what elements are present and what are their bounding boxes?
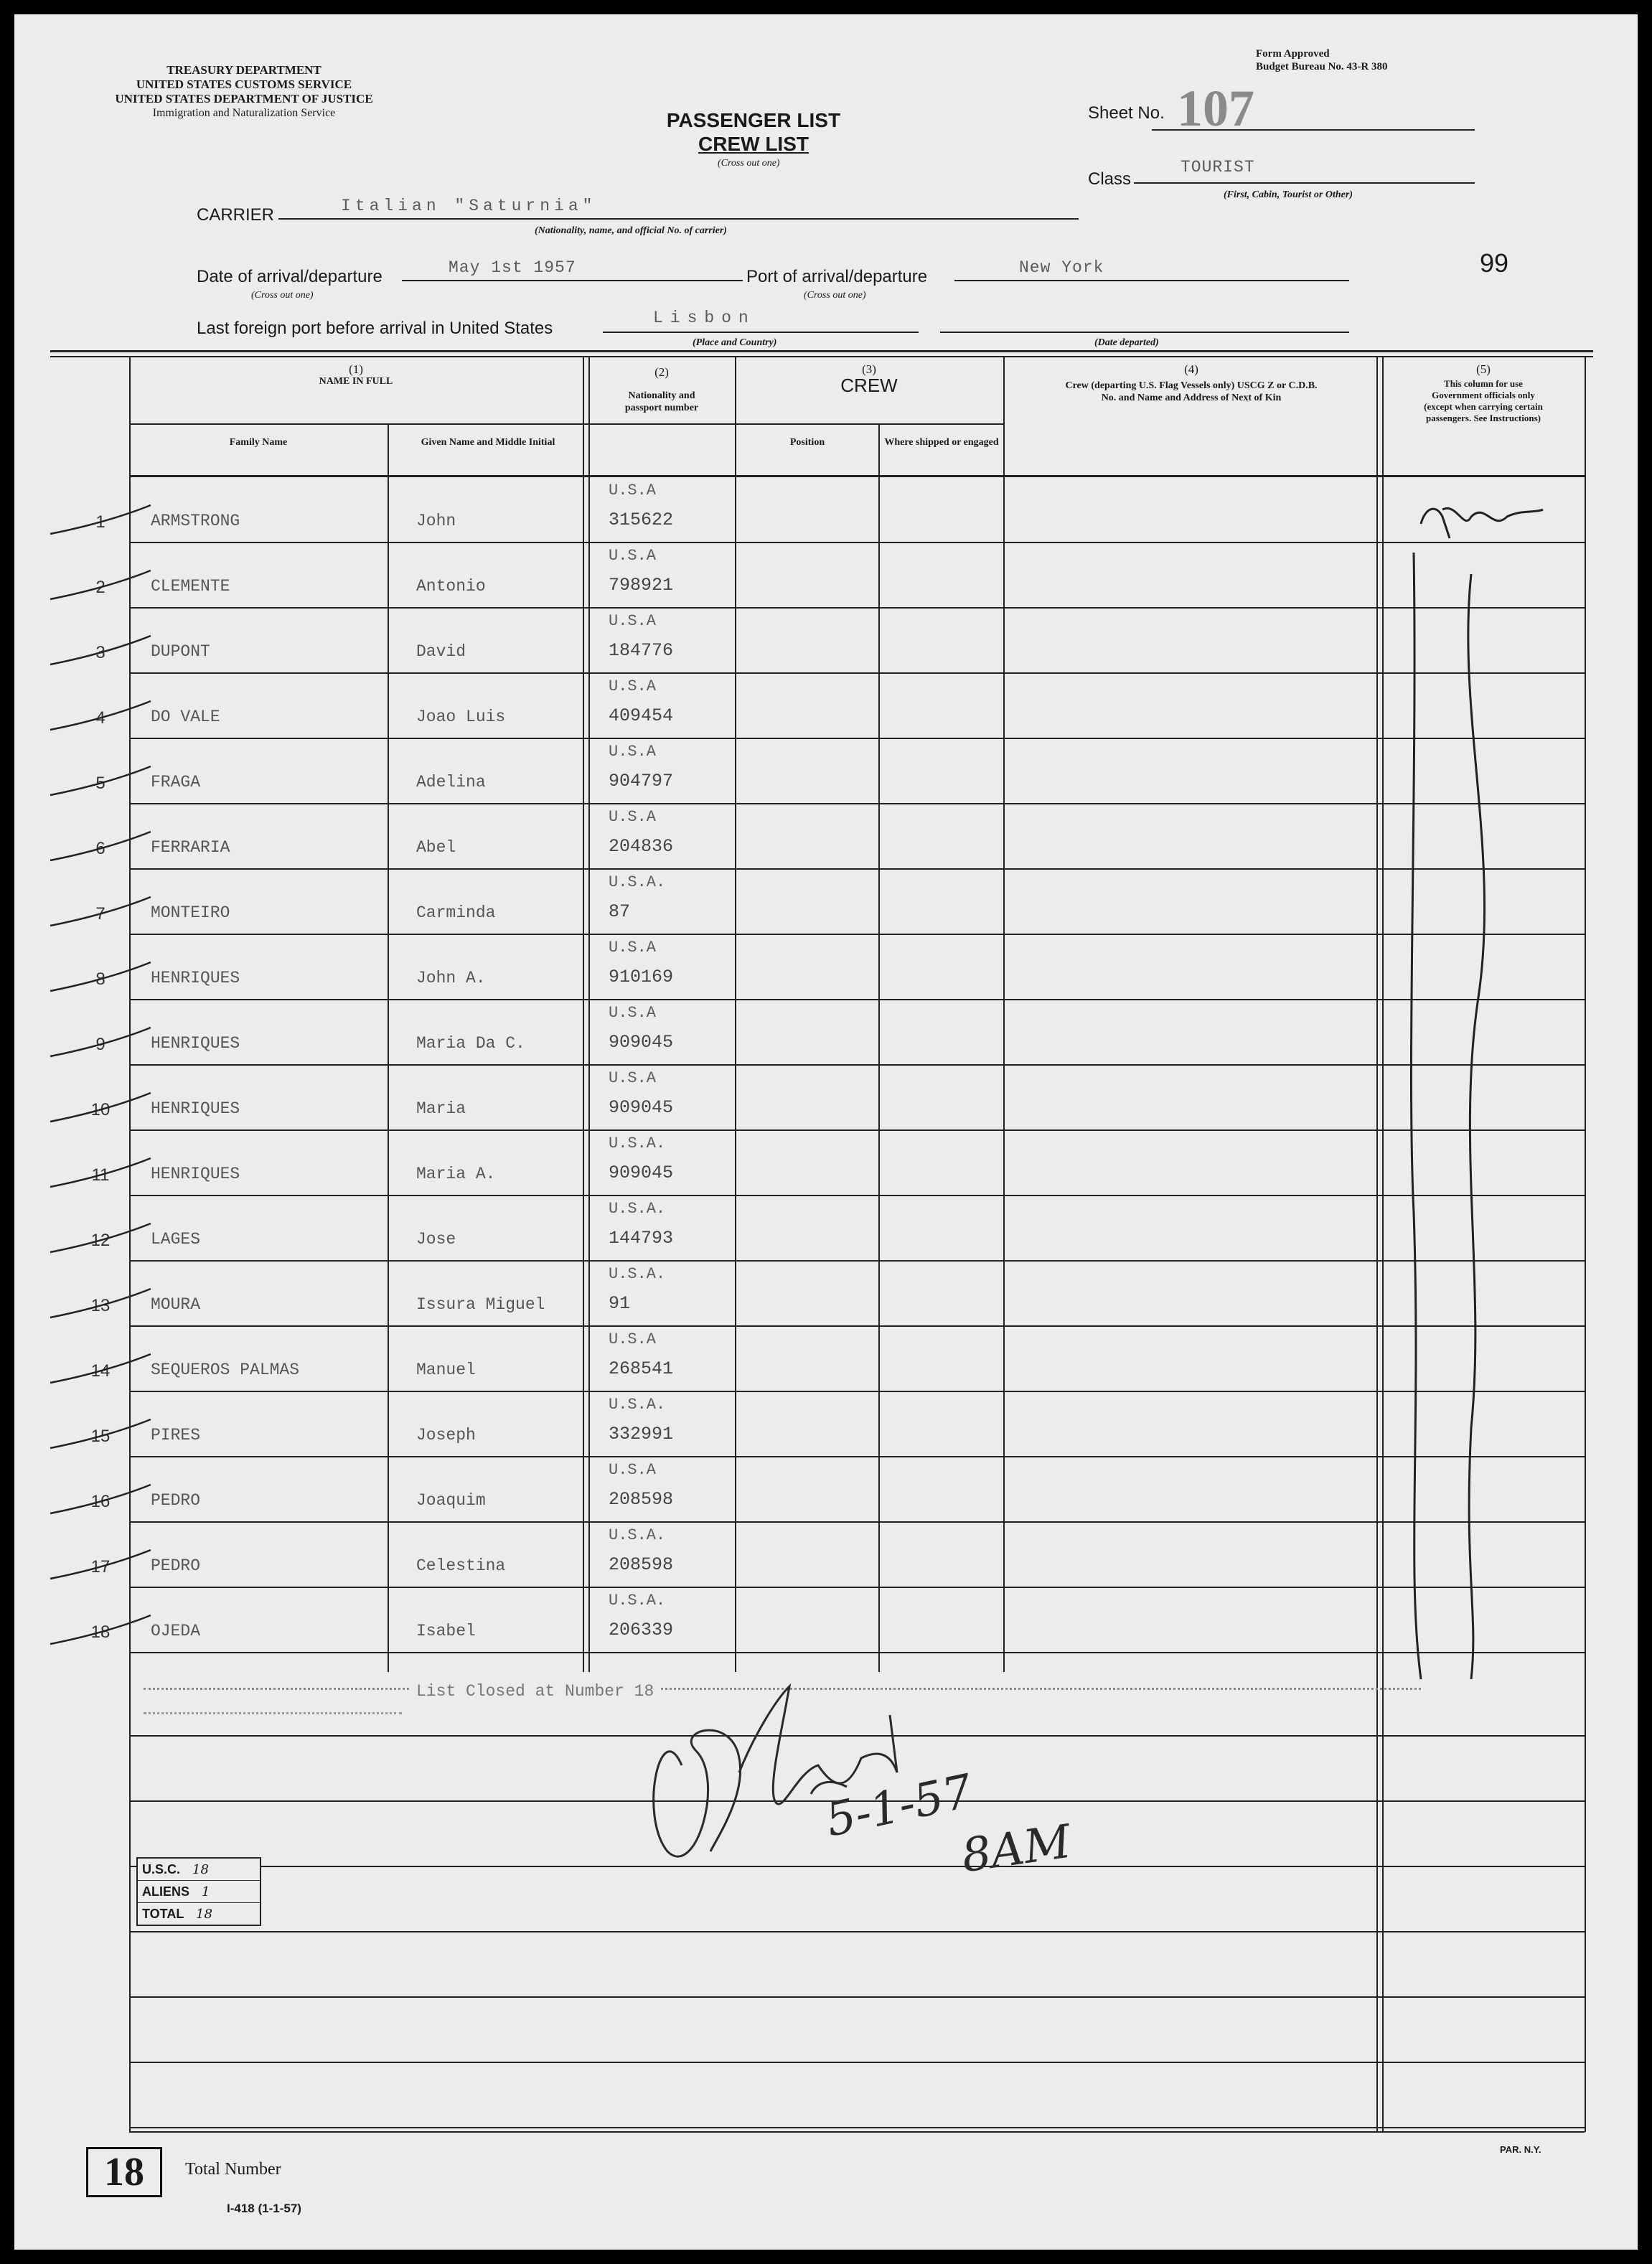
given-name: Carminda <box>416 903 496 922</box>
given-name: Abel <box>416 838 456 857</box>
list-closed-dots-2 <box>144 1712 402 1714</box>
row-tick-mark <box>43 825 158 868</box>
family-name: HENRIQUES <box>151 1099 240 1118</box>
total-number-label: Total Number <box>185 2160 281 2179</box>
row-tick-mark <box>43 498 158 541</box>
name-subheader-rule <box>129 423 735 425</box>
header-bottom-rule <box>129 475 1585 477</box>
row-tick-mark <box>43 759 158 802</box>
given-name: Celestina <box>416 1556 506 1575</box>
class-label: Class <box>1088 169 1132 189</box>
row-tick-mark <box>43 1086 158 1129</box>
row-tick-mark <box>43 1282 158 1325</box>
row-rule <box>129 1129 1585 1131</box>
class-hint: (First, Cabin, Tourist or Other) <box>1224 189 1353 200</box>
given-name: David <box>416 642 466 661</box>
row-rule <box>129 1391 1585 1392</box>
row-rule <box>129 1260 1585 1262</box>
tally-usc-label: U.S.C. <box>142 1862 181 1877</box>
row-number: 5 <box>95 774 105 793</box>
family-name: ARMSTRONG <box>151 512 240 530</box>
nationality: U.S.A. <box>609 1200 666 1218</box>
row-rule <box>129 542 1585 543</box>
sheet-underline <box>1152 129 1475 131</box>
family-name: PEDRO <box>151 1556 201 1575</box>
nationality: U.S.A. <box>609 1592 666 1610</box>
family-name: HENRIQUES <box>151 969 240 987</box>
nationality: U.S.A <box>609 808 657 826</box>
carrier-hint: (Nationality, name, and official No. of carrier) <box>535 225 727 236</box>
passport-number: 208598 <box>609 1489 674 1510</box>
nationality: U.S.A. <box>609 1135 666 1152</box>
given-name: Issura Miguel <box>416 1295 545 1314</box>
family-name: LAGES <box>151 1230 201 1249</box>
row-number: 13 <box>90 1296 111 1315</box>
tally-total <box>138 1903 260 1925</box>
class-value: TOURIST <box>1181 158 1255 177</box>
last-port-underline <box>603 332 919 333</box>
given-name: John <box>416 512 456 530</box>
row-number: 16 <box>90 1492 111 1511</box>
form-number: I-418 (1-1-57) <box>227 2202 301 2215</box>
row-number: 18 <box>90 1622 111 1642</box>
blank-row-rule <box>129 2062 1585 2063</box>
nationality: U.S.A <box>609 1461 657 1479</box>
row-rule <box>129 607 1585 609</box>
class-underline <box>1134 182 1475 184</box>
cross-out-hint: (Cross out one) <box>718 158 780 169</box>
corner-number: 99 <box>1480 248 1509 278</box>
row-rule <box>129 672 1585 674</box>
row-rule <box>129 934 1585 935</box>
row-rule <box>129 1195 1585 1196</box>
passport-number: 909045 <box>609 1097 674 1118</box>
col-line-nat <box>735 356 736 1672</box>
row-rule <box>129 1652 1585 1653</box>
dept-line-2: UNITED STATES CUSTOMS SERVICE <box>136 77 352 91</box>
nationality: U.S.A <box>609 547 657 565</box>
official-bracket-mark <box>1385 495 1572 1686</box>
sheet-number: 107 <box>1177 80 1254 137</box>
row-tick-mark <box>43 1020 158 1063</box>
row-rule <box>129 1521 1585 1523</box>
date-value: May 1st 1957 <box>449 258 576 277</box>
passport-number: 798921 <box>609 575 674 596</box>
row-tick-mark <box>43 1608 158 1651</box>
handwritten-time: 8AM <box>958 1815 1074 1884</box>
tally-total-label: TOTAL <box>142 1907 184 1921</box>
row-rule <box>129 1587 1585 1588</box>
budget-bureau: Budget Bureau No. 43-R 380 <box>1256 61 1388 72</box>
tally-usc <box>138 1859 260 1881</box>
family-name: FRAGA <box>151 773 201 792</box>
row-rule <box>129 1064 1585 1066</box>
row-tick-mark <box>43 1412 158 1455</box>
tally-usc-value: 18 <box>192 1862 209 1877</box>
col4-num: (4) <box>1184 362 1198 376</box>
family-name: DUPONT <box>151 642 210 661</box>
passenger-list-form <box>14 14 1638 2250</box>
row-rule <box>129 868 1585 870</box>
row-number: 3 <box>95 643 105 662</box>
dept-line-1: TREASURY DEPARTMENT <box>166 63 322 77</box>
date-cross-out-hint: (Cross out one) <box>251 290 314 301</box>
given-name: Manuel <box>416 1361 476 1379</box>
passport-number: 332991 <box>609 1424 674 1445</box>
position-header: Position <box>789 437 825 448</box>
row-tick-mark <box>43 1478 158 1521</box>
col4-header <box>1048 363 1335 404</box>
given-name: Isabel <box>416 1622 476 1640</box>
nationality: U.S.A. <box>609 1396 666 1414</box>
sheet-label: Sheet No. <box>1088 103 1165 123</box>
col3-title: CREW <box>840 375 898 396</box>
tally-total-value: 18 <box>196 1907 212 1922</box>
col3-header <box>735 362 1003 396</box>
row-rule <box>129 1325 1585 1327</box>
last-port-label: Last foreign port before arrival in United States <box>197 319 553 338</box>
given-name: Maria A. <box>416 1165 496 1183</box>
row-number: 8 <box>95 969 105 989</box>
tally-aliens <box>138 1881 260 1903</box>
col1-title: NAME IN FULL <box>319 376 393 387</box>
nationality: U.S.A. <box>609 873 666 891</box>
row-number: 10 <box>90 1100 111 1119</box>
row-tick-mark <box>43 1543 158 1586</box>
family-name: MONTEIRO <box>151 903 230 922</box>
col-line-position <box>878 423 880 1672</box>
row-rule <box>129 1456 1585 1457</box>
col5-num: (5) <box>1476 362 1491 376</box>
row-tick-mark <box>43 1151 158 1194</box>
col-line-given <box>583 356 584 1672</box>
passport-number: 909045 <box>609 1032 674 1053</box>
total-number-box: 18 <box>86 2147 162 2197</box>
passport-number: 144793 <box>609 1228 674 1249</box>
passport-number: 184776 <box>609 640 674 661</box>
carrier-underline <box>278 218 1079 220</box>
given-name: Joaquim <box>416 1491 486 1510</box>
family-name: FERRARIA <box>151 838 230 857</box>
row-tick-mark <box>43 955 158 998</box>
col-line-where <box>1003 356 1005 1672</box>
tally-stamp <box>136 1857 261 1926</box>
row-rule <box>129 738 1585 739</box>
given-name: Joseph <box>416 1426 476 1445</box>
given-name: Adelina <box>416 773 486 792</box>
form-approved: Form Approved <box>1256 48 1330 60</box>
title-crew-text: CREW LIST <box>698 133 809 155</box>
nationality: U.S.A. <box>609 1265 666 1283</box>
nationality: U.S.A <box>609 1330 657 1348</box>
passport-number: 910169 <box>609 967 674 987</box>
title-crew-list <box>660 133 847 156</box>
last-port-value: Lisbon <box>653 309 756 327</box>
nationality: U.S.A <box>609 677 657 695</box>
table-bottom-rule <box>129 2131 1585 2133</box>
col3-num: (3) <box>862 362 876 376</box>
table-top-rule-2 <box>50 356 1593 357</box>
printer-mark: PAR. N.Y. <box>1500 2144 1541 2155</box>
title-passenger-list: PASSENGER LIST <box>666 109 841 131</box>
port-value: New York <box>1019 258 1104 277</box>
row-number: 11 <box>91 1165 110 1185</box>
nationality: U.S.A <box>609 1069 657 1087</box>
dept-line-3: UNITED STATES DEPARTMENT OF JUSTICE <box>115 92 373 105</box>
family-name: SEQUEROS PALMAS <box>151 1361 300 1379</box>
given-name: Joao Luis <box>416 708 506 726</box>
nationality: U.S.A <box>609 939 657 957</box>
port-underline <box>954 280 1349 281</box>
col2-num: (2) <box>654 365 669 379</box>
crew-subheader-rule <box>735 423 1003 425</box>
where-shipped-header: Where shipped or engaged <box>884 437 999 448</box>
row-number: 6 <box>95 839 105 858</box>
row-rule <box>129 803 1585 804</box>
nationality: U.S.A <box>609 612 657 630</box>
col2-header <box>591 366 732 414</box>
row-tick-mark <box>43 694 158 737</box>
passport-number: 904797 <box>609 771 674 792</box>
form-approved-block <box>1256 47 1388 73</box>
passport-number: 208598 <box>609 1554 674 1575</box>
tally-aliens-label: ALIENS <box>142 1884 190 1899</box>
blank-row-rule <box>129 1996 1585 1998</box>
given-name: Maria <box>416 1099 466 1118</box>
row-tick-mark <box>43 629 158 672</box>
col5-header <box>1385 363 1582 424</box>
given-name-header: Given Name and Middle Initial <box>421 437 555 448</box>
nationality: U.S.A <box>609 482 657 499</box>
passport-number: 204836 <box>609 836 674 857</box>
handwritten-date: 5-1-57 <box>821 1765 977 1848</box>
passport-number: 909045 <box>609 1162 674 1183</box>
family-name: PIRES <box>151 1426 201 1445</box>
family-name: DO VALE <box>151 708 220 726</box>
row-number: 2 <box>95 578 105 597</box>
row-tick-mark <box>43 1216 158 1259</box>
family-name: OJEDA <box>151 1622 201 1640</box>
list-closed-text: List Closed at Number 18 <box>410 1682 660 1701</box>
place-hint: (Place and Country) <box>693 337 777 348</box>
family-name: CLEMENTE <box>151 577 230 596</box>
port-label: Port of arrival/departure <box>746 267 928 286</box>
nationality: U.S.A. <box>609 1526 666 1544</box>
col-line-given-2 <box>588 356 590 1672</box>
port-cross-out-hint: (Cross out one) <box>804 290 866 301</box>
date-departed-underline <box>940 332 1349 333</box>
passport-number: 206339 <box>609 1620 674 1640</box>
passport-number: 315622 <box>609 509 674 530</box>
passport-number: 268541 <box>609 1358 674 1379</box>
row-number: 9 <box>95 1035 105 1054</box>
col-line-family <box>388 423 389 1672</box>
family-name: HENRIQUES <box>151 1034 240 1053</box>
family-name: PEDRO <box>151 1491 201 1510</box>
passport-number: 87 <box>609 901 631 922</box>
row-rule <box>129 999 1585 1000</box>
row-number: 7 <box>95 904 105 924</box>
passport-number: 91 <box>609 1293 631 1314</box>
col4-title: Crew (departing U.S. Flag Vessels only) USCG Z or C.D.B. No. and Name and Address of Next of Kin <box>1065 380 1318 403</box>
family-name: HENRIQUES <box>151 1165 240 1183</box>
blank-row-rule <box>129 1931 1585 1932</box>
blank-row-rule <box>129 2127 1585 2128</box>
given-name: Jose <box>416 1230 456 1249</box>
department-block <box>57 63 431 121</box>
row-tick-mark <box>43 563 158 606</box>
col1-num: (1) <box>349 362 363 376</box>
nationality: U.S.A <box>609 743 657 761</box>
given-name: Maria Da C. <box>416 1034 525 1053</box>
given-name: Antonio <box>416 577 486 596</box>
tally-aliens-value: 1 <box>202 1884 210 1899</box>
given-name: John A. <box>416 969 486 987</box>
row-number: 17 <box>90 1557 111 1577</box>
date-underline <box>402 280 743 281</box>
date-departed-hint: (Date departed) <box>1094 337 1159 348</box>
row-number: 12 <box>90 1231 111 1250</box>
row-number: 15 <box>90 1427 111 1446</box>
row-number: 14 <box>90 1361 111 1381</box>
family-name-header: Family Name <box>229 437 288 448</box>
table-top-rule <box>50 350 1593 352</box>
row-number: 4 <box>95 708 105 728</box>
row-tick-mark <box>43 1347 158 1390</box>
row-tick-mark <box>43 890 158 933</box>
col1-header <box>129 363 583 387</box>
family-name: MOURA <box>151 1295 201 1314</box>
carrier-value: Italian "Saturnia" <box>341 197 597 215</box>
date-label: Date of arrival/departure <box>197 267 383 286</box>
dept-line-4: Immigration and Naturalization Service <box>152 107 336 119</box>
row-number: 1 <box>95 512 105 532</box>
passport-number: 409454 <box>609 705 674 726</box>
col-line-right <box>1585 356 1586 2132</box>
carrier-label: CARRIER <box>197 205 275 225</box>
col2-title: Nationality and passport number <box>624 390 699 413</box>
nationality: U.S.A <box>609 1004 657 1022</box>
col5-title: This column for use Government officials only (except when carrying certain passengers. See Instructions) <box>1424 378 1543 423</box>
